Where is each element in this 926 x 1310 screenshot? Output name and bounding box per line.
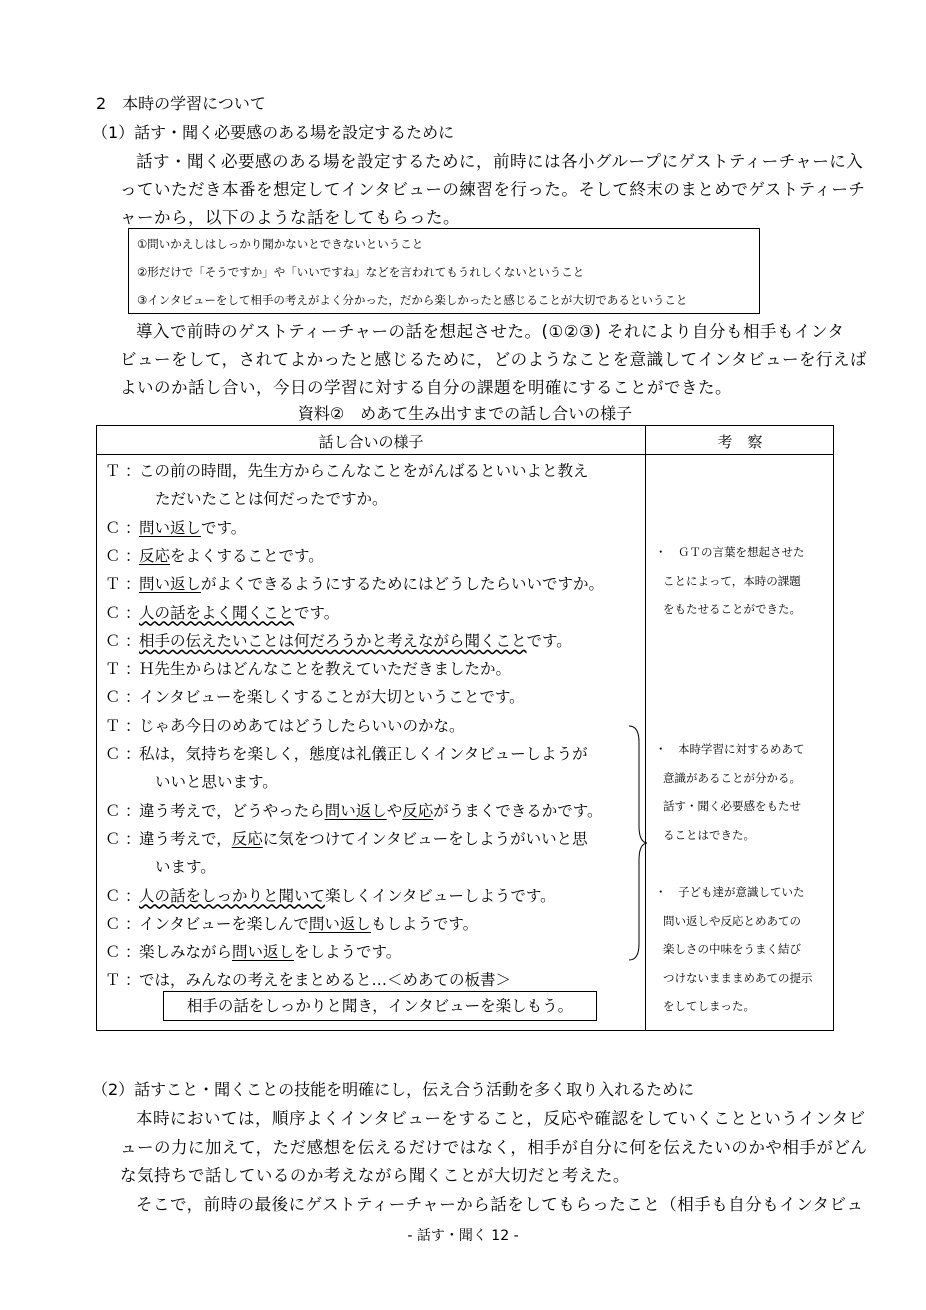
speaker-colon: ： [125,546,141,565]
speaker-colon: ： [125,631,141,650]
gt-talk-item: ③インタビューをして相手の考えがよく分かった，だから楽しかったと感じることが大切であるということ [137,293,688,307]
kousatsu-line: ・ 子ども達が意識していた [655,885,805,899]
section-heading: 2 本時の学習について [96,94,266,113]
speaker-label: Ｃ [105,688,121,707]
dialogue-line [139,459,589,481]
speaker-colon: ： [125,971,141,990]
subsection-2-heading: （2）話すこと・聞くことの技能を明確にし，伝え合う活動を多く取り入れるために [92,1080,695,1099]
paragraph-line: 本時においては，順序よくインタビューをすること，反応や確認をしていくことというインタビ [136,1109,866,1128]
paragraph-line: な気持ちで話しているのか考えながら聞くことが大切だと考えた。 [120,1166,630,1185]
dialogue-line [139,572,604,594]
dialogue-line [139,968,511,990]
dialogue-segment: じゃあ今日のめあてはどうしたらいいのかな。 [139,716,465,735]
dialogue-segment: この前の時間，先生方からこんなことをがんばるといいよと教え [139,462,589,480]
speaker-label: Ｃ [105,886,121,905]
dialogue-segment: 楽しくインタビューしようです。 [325,886,556,905]
speaker-colon: ： [125,716,141,735]
subsection-1-heading: （1）話す・聞く必要感のある場を設定するために [92,123,455,142]
speaker-colon: ： [125,462,141,480]
dialogue-segment: 違う考えで， [139,829,232,848]
paragraph-line: そこで，前時の最後にゲストティーチャーから話をしてもらったこと（相手も自分もインタビュ [136,1195,864,1214]
speaker-label: Ｃ [105,518,121,537]
speaker-colon: ： [125,914,141,933]
dialogue-line [155,487,388,509]
speaker-label: Ｔ [105,660,121,679]
dialogue-segment: インタビューを楽しくすることが大切ということです。 [139,688,525,707]
dialogue-segment: 違う考えで，どうやったら [139,801,325,820]
kousatsu-line: つけないまままめあての提示 [663,970,813,985]
meate-slogan-box: 相手の話をしっかりと聞き，インタビューを楽しもう。 [163,991,597,1021]
kousatsu-line: をもたせることができた。 [663,602,801,616]
kousatsu-line: 楽しさの中味をうまく結び [663,942,801,956]
speaker-label: Ｔ [105,971,121,990]
dialogue-segment: や [386,801,403,820]
speaker-colon: ： [125,688,141,707]
underlined-term: 問い返し [139,575,202,594]
dialogue-segment: です。 [294,603,340,622]
dialogue-segment: に気をつけてインタビューをしようがいいと思 [262,829,588,848]
dialogue-line [155,770,278,792]
dialogue-line [139,742,588,764]
dialogue-segment: 楽しみながら [139,943,233,962]
dialogue-line [139,657,511,679]
speaker-label: Ｃ [105,801,121,820]
speaker-colon: ： [125,603,141,622]
dialogue-line [139,884,556,906]
paragraph-line: っていただき本番を想定してインタビューの練習を行った。そして終末のまとめでゲストティーチ [120,180,866,199]
dialogue-segment: もしようです。 [370,914,479,933]
speaker-label: Ｃ [105,631,121,650]
dialogue-segment: いいと思います。 [155,773,278,792]
page-footer: - 話す・聞く 12 - [407,1228,519,1244]
speaker-label: Ｔ [105,462,121,480]
dialogue-segment: がうまくできるかです。 [433,801,603,820]
dialogue-line [139,629,572,651]
underlined-term: 問い返し [324,801,387,820]
wavy-underlined-term: 人の話をしっかりと聞いて [139,886,326,905]
speaker-colon: ： [125,943,141,962]
speaker-label: Ｃ [105,914,121,933]
kousatsu-line: 問い返しや反応とめあての [663,913,801,928]
paragraph-line: よいのか話し合い，今日の学習に対する自分の課題を明確にすることができた。 [120,378,732,397]
kousatsu-line: ることはできた。 [663,827,755,842]
speaker-label: Ｃ [105,829,121,848]
speaker-label: Ｃ [105,603,121,622]
kousatsu-line: ことによって，本時の課題 [663,573,801,588]
dialogue-segment: です。 [526,631,572,650]
speaker-label: Ｔ [105,716,121,735]
dialogue-segment: がよくできるようにするためにはどうしたらいいですか。 [201,575,605,594]
underlined-term: 反応 [402,801,434,820]
paragraph-line: 導入で前時のゲストティーチャーの話を想起させた。(①②③) それにより自分も相手もインタ [136,322,845,341]
kousatsu-line: ・ ＧＴの言葉を想起させた [655,545,805,559]
speaker-label: Ｔ [105,575,121,594]
dialogue-line [139,940,401,962]
col-header-kousatsu: 考 察 [717,433,763,451]
wavy-underlined-term: 相手の伝えたいことは何だろうかと考えながら聞くこと [139,631,527,650]
kousatsu-line: をしてしまった。 [663,999,755,1013]
underlined-term: 問い返し [139,518,202,537]
dialogue-segment: では，みんなの考えをまとめると…＜めあての板書＞ [139,971,512,990]
paragraph-line: 話す・聞く必要感のある場を設定するために，前時には各小グループにゲストティーチャーに入 [136,152,864,171]
gt-talk-item: ①問いかえしはしっかり聞かないとできないということ [137,237,424,251]
dialogue-line [139,912,478,934]
dialogue-segment: です。 [201,518,247,537]
speaker-colon: ： [125,660,141,679]
dialogue-segment: ただいたことは何だったですか。 [155,490,388,509]
dialogue-segment: インタビューを楽しんで [139,914,309,933]
underlined-term: 問い返し [308,914,371,933]
dialogue-segment: Ｈ先生からはどんなことを教えていただきましたか。 [139,660,512,679]
dialogue-line [139,714,465,736]
speaker-label: Ｃ [105,546,121,565]
kousatsu-line: ・ 本時学習に対するめあて [655,742,805,756]
speaker-label: Ｃ [105,745,121,763]
dialogue-line [139,544,324,566]
wavy-underlined-term: 人の話をよく聞くこと [139,603,295,622]
brace-icon [625,722,649,964]
dialogue-line [139,799,603,821]
dialogue-line [139,516,246,538]
underlined-term: 反応 [231,829,263,848]
paragraph-line: ューの力に加えて，ただ感想を伝えるだけではなく，相手が自分に何を伝えたいのかや相手がどん [120,1138,868,1157]
dialogue-line [155,855,216,877]
dialogue-segment: 私は，気持ちを楽しく，態度は礼儀正しくインタビューしようが [139,745,588,763]
dialogue-line [139,601,339,623]
gt-talk-item: ②形だけで「そうですか」や「いいですね」などを言われてもうれしくないということ [137,265,585,279]
speaker-colon: ： [125,518,141,537]
discussion-table [96,425,834,1031]
header-divider [97,454,833,455]
underlined-term: 反応 [139,546,171,565]
speaker-colon: ： [125,829,141,848]
paragraph-line: ビューをして，されてよかったと感じるために，どのようなことを意識してインタビューを行えば [120,350,868,369]
speaker-colon: ： [125,745,141,763]
dialogue-segment: をしようです。 [294,943,402,962]
underlined-term: 問い返し [232,943,295,962]
gt-talk-box [128,228,760,314]
dialogue-line [139,827,588,849]
kousatsu-line: 話す・聞く必要感をもたせ [663,799,801,813]
dialogue-segment: います。 [155,858,216,877]
speaker-label: Ｃ [105,943,121,962]
paragraph-line: ャーから，以下のような話をしてもらった。 [120,208,460,227]
dialogue-segment: をよくすることです。 [170,546,324,565]
speaker-colon: ： [125,575,141,594]
speaker-colon: ： [125,801,141,820]
kousatsu-line: 意識があることが分かる。 [663,770,801,785]
dialogue-line [139,685,525,707]
speaker-colon: ： [125,886,141,905]
table-caption: 資料② めあて生み出すまでの話し合いの様子 [297,404,633,423]
col-header-discussion: 話し合いの様子 [318,433,424,451]
